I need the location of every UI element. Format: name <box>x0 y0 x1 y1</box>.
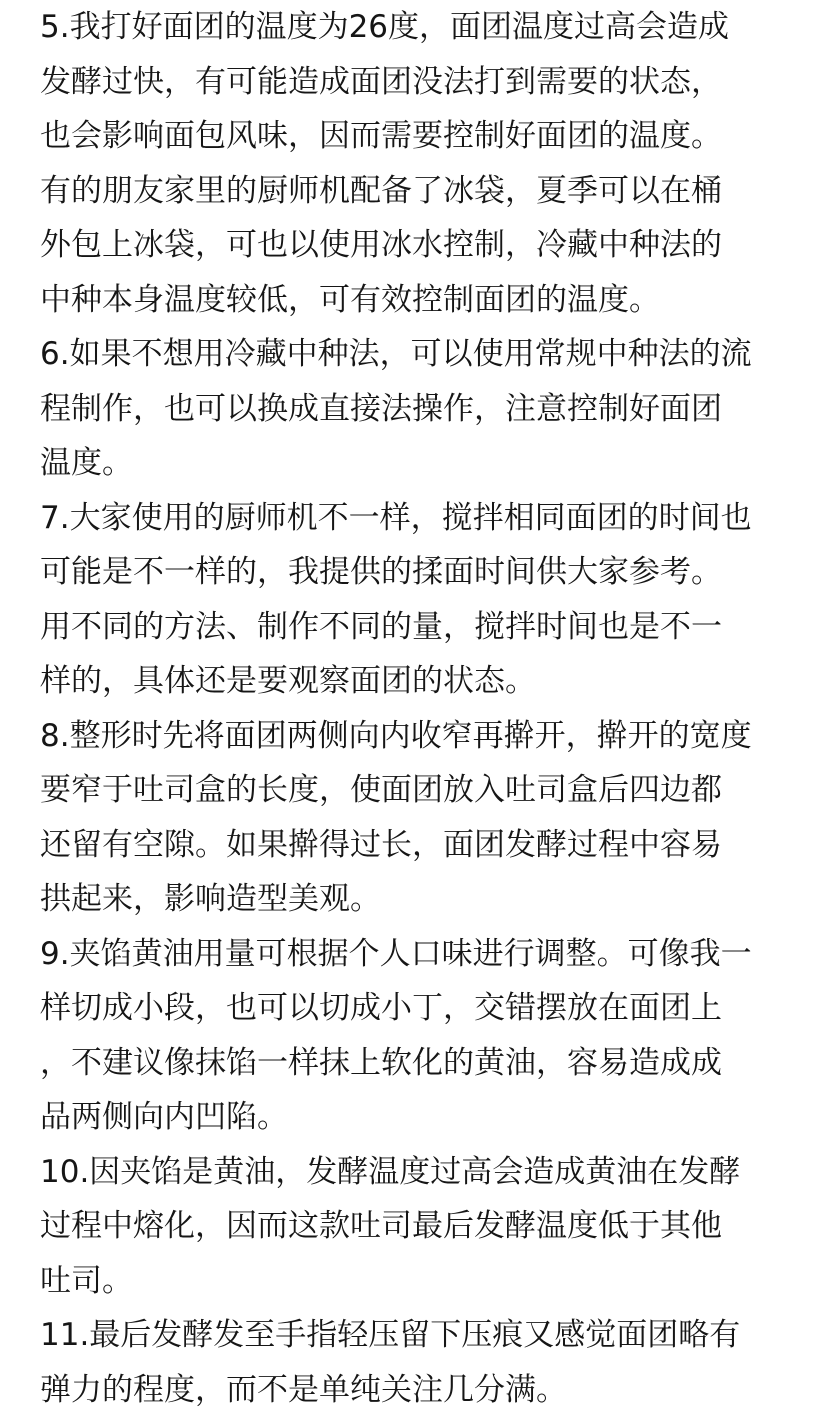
text-line-11: 可能是不一样的，我提供的揉面时间供大家参考。 <box>40 545 810 600</box>
text-line-26: 弹力的程度，而不是单纯关注几分满。 <box>40 1363 810 1417</box>
text-line-18: 9.夹馅黄油用量可根据个人口味进行调整。可像我一 <box>40 927 810 982</box>
text-line-3: 也会影响面包风味，因而需要控制好面团的温度。 <box>40 109 810 164</box>
text-line-15: 要窄于吐司盒的长度，使面团放入吐司盒后四边都 <box>40 763 810 818</box>
text-line-17: 拱起来，影响造型美观。 <box>40 872 810 927</box>
text-line-20: ，不建议像抹馅一样抹上软化的黄油，容易造成成 <box>40 1036 810 1091</box>
text-line-1: 5.我打好面团的温度为26度，面团温度过高会造成 <box>40 0 810 55</box>
text-line-7: 6.如果不想用冷藏中种法，可以使用常规中种法的流 <box>40 327 810 382</box>
text-line-24: 吐司。 <box>40 1254 810 1309</box>
text-line-6: 中种本身温度较低，可有效控制面团的温度。 <box>40 273 810 328</box>
text-line-2: 发酵过快，有可能造成面团没法打到需要的状态， <box>40 55 810 110</box>
text-line-9: 温度。 <box>40 436 810 491</box>
text-line-21: 品两侧向内凹陷。 <box>40 1090 810 1145</box>
text-line-5: 外包上冰袋，可也以使用冰水控制，冷藏中种法的 <box>40 218 810 273</box>
text-line-14: 8.整形时先将面团两侧向内收窄再擀开，擀开的宽度 <box>40 709 810 764</box>
text-line-8: 程制作，也可以换成直接法操作，注意控制好面团 <box>40 382 810 437</box>
text-line-23: 过程中熔化，因而这款吐司最后发酵温度低于其他 <box>40 1199 810 1254</box>
text-line-19: 样切成小段，也可以切成小丁，交错摆放在面团上 <box>40 981 810 1036</box>
text-line-16: 还留有空隙。如果擀得过长，面团发酵过程中容易 <box>40 818 810 873</box>
text-line-12: 用不同的方法、制作不同的量，搅拌时间也是不一 <box>40 600 810 655</box>
text-line-4: 有的朋友家里的厨师机配备了冰袋，夏季可以在桶 <box>40 164 810 219</box>
text-line-13: 样的，具体还是要观察面团的状态。 <box>40 654 810 709</box>
text-line-25: 11.最后发酵发至手指轻压留下压痕又感觉面团略有 <box>40 1308 810 1363</box>
text-line-10: 7.大家使用的厨师机不一样，搅拌相同面团的时间也 <box>40 491 810 546</box>
text-line-22: 10.因夹馅是黄油，发酵温度过高会造成黄油在发酵 <box>40 1145 810 1200</box>
